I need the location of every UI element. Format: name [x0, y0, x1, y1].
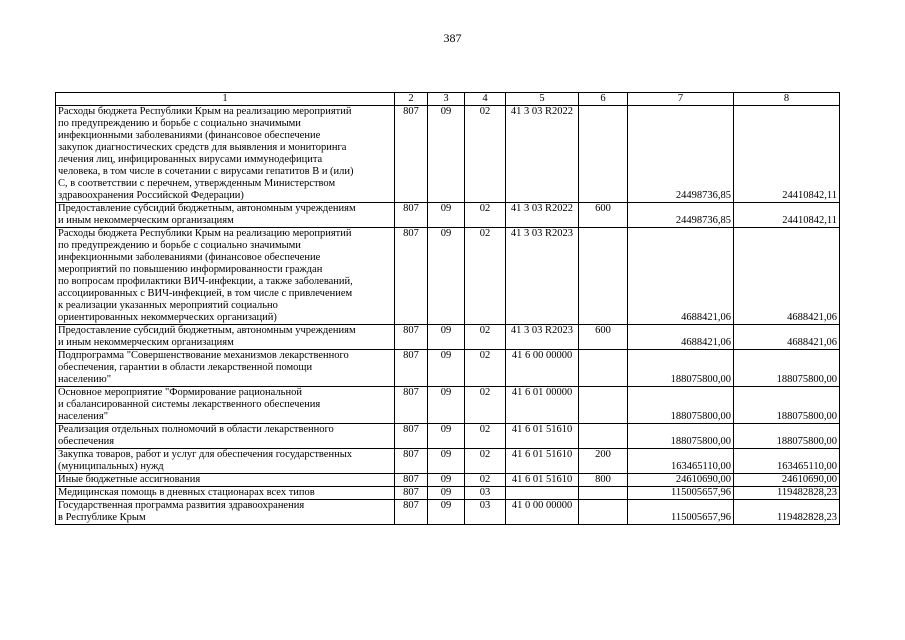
section-code-cell: 09 [428, 325, 465, 350]
subsection-code-cell: 02 [465, 203, 506, 228]
subsection-code-cell: 02 [465, 449, 506, 474]
target-article-cell: 41 6 01 51610 [506, 474, 579, 487]
expense-name-line: Расходы бюджета Республики Крым на реализацию мероприятий [58, 106, 352, 117]
amount-year1-cell: 24498736,85 [628, 203, 734, 228]
header-cell: 5 [506, 93, 579, 106]
amount-year2-cell: 188075800,00 [734, 387, 840, 424]
expense-name-line: населению" [58, 374, 111, 385]
section-code-cell: 09 [428, 487, 465, 500]
expense-type-cell: 800 [579, 474, 628, 487]
expense-name-cell [56, 474, 395, 487]
ministry-code-cell: 807 [395, 424, 428, 449]
budget-table [55, 92, 840, 525]
amount-year2-cell: 4688421,06 [734, 228, 840, 325]
header-cell: 7 [628, 93, 734, 106]
expense-name-line: здравоохранения Российской Федерации) [58, 190, 244, 201]
section-code-cell: 09 [428, 106, 465, 203]
expense-name-line: (муниципальных) нужд [58, 461, 164, 472]
expense-name-line: лечения лиц, инфицированных вирусами иммунодефицита [58, 154, 323, 165]
subsection-code-cell: 02 [465, 325, 506, 350]
expense-name-cell [56, 325, 395, 350]
ministry-code-cell: 807 [395, 449, 428, 474]
subsection-code-cell: 02 [465, 424, 506, 449]
table-row [56, 487, 840, 500]
expense-name-line: Предоставление субсидий бюджетным, автономным учреждениям [58, 203, 356, 214]
expense-type-cell: 600 [579, 325, 628, 350]
subsection-code-cell: 02 [465, 106, 506, 203]
amount-year2-cell: 188075800,00 [734, 424, 840, 449]
target-article-cell: 41 3 03 R2023 [506, 325, 579, 350]
expense-type-cell [579, 387, 628, 424]
expense-name-cell [56, 487, 395, 500]
ministry-code-cell: 807 [395, 350, 428, 387]
target-article-cell: 41 6 01 51610 [506, 449, 579, 474]
expense-name-line: населения" [58, 411, 108, 422]
expense-name-line: по предупреждению и борьбе с социально значимыми [58, 118, 301, 129]
ministry-code-cell: 807 [395, 387, 428, 424]
table-row [56, 106, 840, 203]
table-row [56, 203, 840, 228]
expense-name-line: в Республике Крым [58, 512, 146, 523]
expense-name-cell [56, 106, 395, 203]
target-article-cell: 41 3 03 R2023 [506, 228, 579, 325]
amount-year1-cell: 188075800,00 [628, 387, 734, 424]
target-article-cell: 41 3 03 R2022 [506, 106, 579, 203]
table-row [56, 228, 840, 325]
ministry-code-cell: 807 [395, 325, 428, 350]
expense-name-line: и иным некоммерческим организациям [58, 215, 234, 226]
expense-type-cell [579, 106, 628, 203]
expense-type-cell [579, 350, 628, 387]
amount-year2-cell: 24410842,11 [734, 106, 840, 203]
expense-name-line: инфекционными заболеваниями (финансовое обеспечение [58, 252, 321, 263]
header-cell: 8 [734, 93, 840, 106]
amount-year1-cell: 115005657,96 [628, 487, 734, 500]
expense-name-cell [56, 203, 395, 228]
ministry-code-cell: 807 [395, 228, 428, 325]
expense-type-cell [579, 500, 628, 525]
target-article-cell: 41 3 03 R2022 [506, 203, 579, 228]
expense-name-line: Закупка товаров, работ и услуг для обеспечения государственных [58, 449, 353, 460]
header-cell: 1 [56, 93, 395, 106]
amount-year2-cell: 119482828,23 [734, 487, 840, 500]
ministry-code-cell: 807 [395, 474, 428, 487]
expense-name-line: по предупреждению и борьбе с социально значимыми [58, 240, 301, 251]
target-article-cell: 41 0 00 00000 [506, 500, 579, 525]
expense-name-cell [56, 350, 395, 387]
expense-name-line: обеспечения, гарантии в области лекарственной помощи [58, 362, 313, 373]
expense-name-cell [56, 387, 395, 424]
amount-year1-cell: 24498736,85 [628, 106, 734, 203]
table-row [56, 500, 840, 525]
table-row [56, 424, 840, 449]
table-row [56, 350, 840, 387]
target-article-cell [506, 487, 579, 500]
ministry-code-cell: 807 [395, 106, 428, 203]
expense-name-cell [56, 228, 395, 325]
subsection-code-cell: 02 [465, 474, 506, 487]
table-row [56, 387, 840, 424]
expense-name-line: Государственная программа развития здравоохранения [58, 500, 305, 511]
amount-year2-cell: 188075800,00 [734, 350, 840, 387]
subsection-code-cell: 02 [465, 350, 506, 387]
expense-name-line: Иные бюджетные ассигнования [58, 474, 201, 485]
expense-name-line: человека, в том числе в сочетании с вирусами гепатитов В и (или) [58, 166, 354, 177]
expense-name-line: мероприятий по повышению информированности граждан [58, 264, 323, 275]
section-code-cell: 09 [428, 449, 465, 474]
header-cell: 2 [395, 93, 428, 106]
subsection-code-cell: 02 [465, 228, 506, 325]
ministry-code-cell: 807 [395, 487, 428, 500]
expense-name-line: к реализации указанных мероприятий социально [58, 300, 278, 311]
expense-type-cell [579, 424, 628, 449]
amount-year2-cell: 119482828,23 [734, 500, 840, 525]
expense-type-cell: 600 [579, 203, 628, 228]
expense-name-line: Медицинская помощь в дневных стационарах всех типов [58, 487, 315, 498]
expense-name-line: по вопросам профилактики ВИЧ-инфекции, а также заболеваний, [58, 276, 353, 287]
ministry-code-cell: 807 [395, 203, 428, 228]
column-number-row [56, 93, 840, 106]
amount-year1-cell: 115005657,96 [628, 500, 734, 525]
page-number: 387 [443, 31, 462, 45]
amount-year2-cell: 163465110,00 [734, 449, 840, 474]
header-cell: 3 [428, 93, 465, 106]
expense-name-line: закупок диагностических средств для выявления и мониторинга [58, 142, 347, 153]
target-article-cell: 41 6 01 51610 [506, 424, 579, 449]
section-code-cell: 09 [428, 424, 465, 449]
expense-type-cell: 200 [579, 449, 628, 474]
amount-year2-cell: 24410842,11 [734, 203, 840, 228]
subsection-code-cell: 03 [465, 500, 506, 525]
amount-year1-cell: 4688421,06 [628, 325, 734, 350]
expense-name-line: Подпрограмма "Совершенствование механизмов лекарственного [58, 350, 349, 361]
section-code-cell: 09 [428, 228, 465, 325]
expense-name-line: Основное мероприятие "Формирование рациональной [58, 387, 302, 398]
table-row [56, 325, 840, 350]
table-row [56, 474, 840, 487]
expense-name-line: Предоставление субсидий бюджетным, автономным учреждениям [58, 325, 356, 336]
expense-name-line: С, в соответствии с перечнем, утвержденным Министерством [58, 178, 336, 189]
amount-year2-cell: 4688421,06 [734, 325, 840, 350]
expense-type-cell [579, 228, 628, 325]
expense-type-cell [579, 487, 628, 500]
expense-name-line: и сбалансированной системы лекарственного обеспечения [58, 399, 321, 410]
expense-name-line: и иным некоммерческим организациям [58, 337, 234, 348]
amount-year1-cell: 163465110,00 [628, 449, 734, 474]
subsection-code-cell: 02 [465, 387, 506, 424]
expense-name-cell [56, 449, 395, 474]
section-code-cell: 09 [428, 500, 465, 525]
expense-name-line: Реализация отдельных полномочий в области лекарственного [58, 424, 334, 435]
amount-year1-cell: 24610690,00 [628, 474, 734, 487]
expense-name-line: обеспечения [58, 436, 115, 447]
section-code-cell: 09 [428, 387, 465, 424]
expense-name-line: Расходы бюджета Республики Крым на реализацию мероприятий [58, 228, 352, 239]
target-article-cell: 41 6 01 00000 [506, 387, 579, 424]
ministry-code-cell: 807 [395, 500, 428, 525]
amount-year1-cell: 188075800,00 [628, 424, 734, 449]
expense-name-line: ориентированных некоммерческих организаций) [58, 312, 277, 323]
expense-name-line: инфекционными заболеваниями (финансовое обеспечение [58, 130, 321, 141]
header-cell: 4 [465, 93, 506, 106]
expense-name-cell [56, 500, 395, 525]
expense-name-line: ассоциированных с ВИЧ-инфекцией, в том числе с привлечением [58, 288, 353, 299]
section-code-cell: 09 [428, 350, 465, 387]
amount-year1-cell: 188075800,00 [628, 350, 734, 387]
subsection-code-cell: 03 [465, 487, 506, 500]
amount-year2-cell: 24610690,00 [734, 474, 840, 487]
expense-name-cell [56, 424, 395, 449]
target-article-cell: 41 6 00 00000 [506, 350, 579, 387]
table-row [56, 449, 840, 474]
section-code-cell: 09 [428, 203, 465, 228]
section-code-cell: 09 [428, 474, 465, 487]
amount-year1-cell: 4688421,06 [628, 228, 734, 325]
header-cell: 6 [579, 93, 628, 106]
